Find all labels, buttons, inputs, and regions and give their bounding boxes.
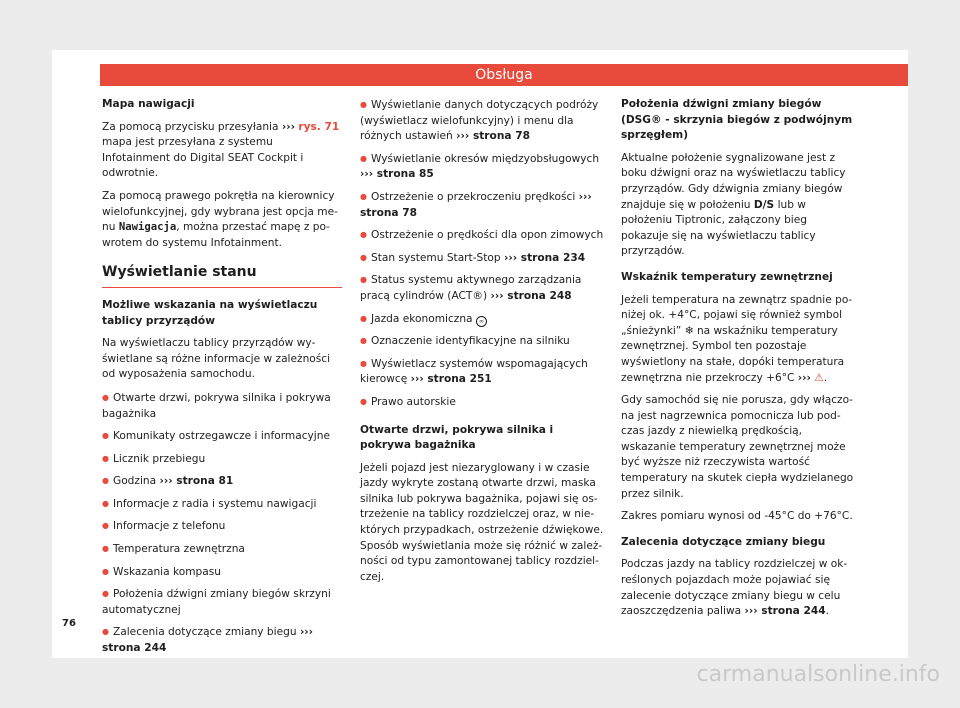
display-intro: Na wyświetlaczu tablicy przyrządów wyświetlane są różne informacje w zależności od wyposażenia samochodu. xyxy=(102,337,331,381)
list-item: ● Wyświetlacz systemów wspomagających kierowcę ››› strona 251 xyxy=(360,356,605,388)
display-heading: Możliwe wskazania na wyświetlaczu tablicy przyrządów xyxy=(102,298,318,327)
list-item: ● Zalecenia dotyczące zmiany biegu ››› strona 244 xyxy=(102,624,342,656)
gear-position-label: D/S xyxy=(753,198,775,211)
temperature-paragraph-3: Zakres pomiaru wynosi od -45°C do +76°C. xyxy=(621,510,853,523)
list-item: ● Stan systemu Start-Stop ››› strona 234 xyxy=(360,250,605,267)
temperature-heading: Wskaźnik temperatury zewnętrznej xyxy=(621,270,833,283)
page-link[interactable]: ››› strona 85 xyxy=(360,168,434,181)
dsg-heading: Położenia dźwigni zmiany biegów (DSG® - skrzynia biegów z podwójnym sprzęgłem) xyxy=(621,98,853,142)
gear-heading: Zalecenia dotyczące zmiany biegu xyxy=(621,535,826,548)
list-item: ● Oznaczenie identyfikacyjne na silniku xyxy=(360,333,605,350)
temperature-paragraph-2: Gdy samochód się nie porusza, gdy włączona jest nagrzewnica pomocnicza lub podczas jazdy z niewielką prędkością, wskazanie temperatury zewnętrznej może być wyższe niż rzeczywista wartość temperatury na skutek ciepła wydzielanego przez silnik. xyxy=(621,394,854,500)
list-item: ● Licznik przebiegu xyxy=(102,451,342,468)
list-item: ● Jazda ekonomiczna ∞ xyxy=(360,311,605,328)
map-paragraph-2: Za pomocą prawego pokrętła na kierownicy wielofunkcyjnej, gdy wybrana jest opcja menu Nawigacja, można przestać mapę z powrotem do systemu Infotainment. xyxy=(102,189,338,249)
section-title: Wyświetlanie stanu xyxy=(102,265,342,288)
list-item: ● Komunikaty ostrzegawcze i informacyjne xyxy=(102,428,342,445)
watermark: carmanualsonline.info xyxy=(696,662,940,687)
list-item: ● Godzina ››› strona 81 xyxy=(102,473,342,490)
page-link[interactable]: ››› strona 78 xyxy=(360,190,592,219)
page-link[interactable]: ››› strona 81 xyxy=(159,475,234,488)
page-link[interactable]: ››› strona 248 xyxy=(490,289,572,302)
list-item: ● Status systemu aktywnego zarządzania pracą cylindrów (ACT®) ››› strona 248 xyxy=(360,272,605,304)
page-link[interactable]: ››› strona 234 xyxy=(503,251,586,264)
eco-icon: ∞ xyxy=(476,316,487,327)
temperature-paragraph-1: Jeżeli temperatura na zewnątrz spadnie poniżej ok. +4°C, pojawi się również symbol „śnieżynki” ❄ na wskaźniku temperatury zewnętrznej. Symbol ten pozostaje wyświetlony na stałe, dopóki temperatura zewnętrzna nie przekroczy +6°C ››› ⚠. xyxy=(621,293,853,384)
column-right xyxy=(621,97,857,627)
list-item: ● Położenia dźwigni zmiany biegów skrzyni automatycznej xyxy=(102,586,342,618)
doors-heading: Otwarte drzwi, pokrywa silnika i pokrywa bagażnika xyxy=(360,423,554,452)
page-header: Obsługa xyxy=(100,64,908,86)
doors-paragraph: Jeżeli pojazd jest niezaryglowany i w czasie jazdy wykryte zostaną otwarte drzwi, maska silnika lub pokrywa bagażnika, pojawi się ostrzeżenie na tablicy rozdzielczej oraz, w niektórych przypadkach, ostrzeżenie dźwiękowe. Sposób wyświetlania może się różnić w zależności od typu zamontowanej tablicy rozdzielczej. xyxy=(360,461,604,583)
list-item: ● Informacje z radia i systemu nawigacji xyxy=(102,496,342,513)
page-link[interactable]: ››› strona 244 xyxy=(744,605,826,618)
map-heading: Mapa nawigacji xyxy=(102,98,195,110)
menu-option-label: Nawigacja xyxy=(118,221,177,234)
list-item: ● Informacje z telefonu xyxy=(102,518,342,535)
list-item: ● Ostrzeżenie o prędkości dla opon zimowych xyxy=(360,227,605,244)
page-link[interactable]: ››› strona 251 xyxy=(410,373,492,386)
figure-link[interactable]: rys. 71 xyxy=(298,120,340,133)
column-middle xyxy=(360,97,605,592)
list-item: ● Wskazania kompasu xyxy=(102,564,342,581)
page-link[interactable]: ››› strona 78 xyxy=(456,130,530,143)
list-item: ● Ostrzeżenie o przekroczeniu prędkości ››› strona 78 xyxy=(360,189,605,221)
list-item: ● Wyświetlanie okresów międzyobsługowych ››› strona 85 xyxy=(360,151,605,183)
gear-paragraph: Podczas jazdy na tablicy rozdzielczej w określonych pojazdach może pojawiać się zalecenie dotyczące zmiany biegu w celu zaoszczędzenia paliwa ››› strona 244. xyxy=(621,558,848,618)
page-number: 76 xyxy=(62,618,76,629)
list-item: ● Temperatura zewnętrzna xyxy=(102,541,342,558)
list-item: ● Wyświetlanie danych dotyczących podróży (wyświetlacz wielofunkcyjny) i menu dla różnych ustawień ››› strona 78 xyxy=(360,97,605,145)
column-left xyxy=(102,97,342,663)
dsg-paragraph: Aktualne położenie sygnalizowane jest z boku dźwigni oraz na wyświetlaczu tablicy przyrządów. Gdy dźwignia zmiany biegów znajduje się w położeniu D/S lub w położeniu Tiptronic, załączony bieg pokazuje się na wyświetlaczu tablicy przyrządów. xyxy=(621,151,846,258)
page-link[interactable]: ››› strona 244 xyxy=(102,626,314,655)
warning-icon[interactable]: ⚠ xyxy=(814,371,824,384)
list-item: ● Prawo autorskie xyxy=(360,394,605,411)
list-item: ● Otwarte drzwi, pokrywa silnika i pokrywa bagażnika xyxy=(102,390,342,422)
snowflake-icon: ❄ xyxy=(684,324,694,337)
map-paragraph-1: Za pomocą przycisku przesyłania ››› rys. 71 mapa jest przesyłana z systemu Infotainment do Digital SEAT Cockpit i odwrotnie. xyxy=(102,120,340,180)
